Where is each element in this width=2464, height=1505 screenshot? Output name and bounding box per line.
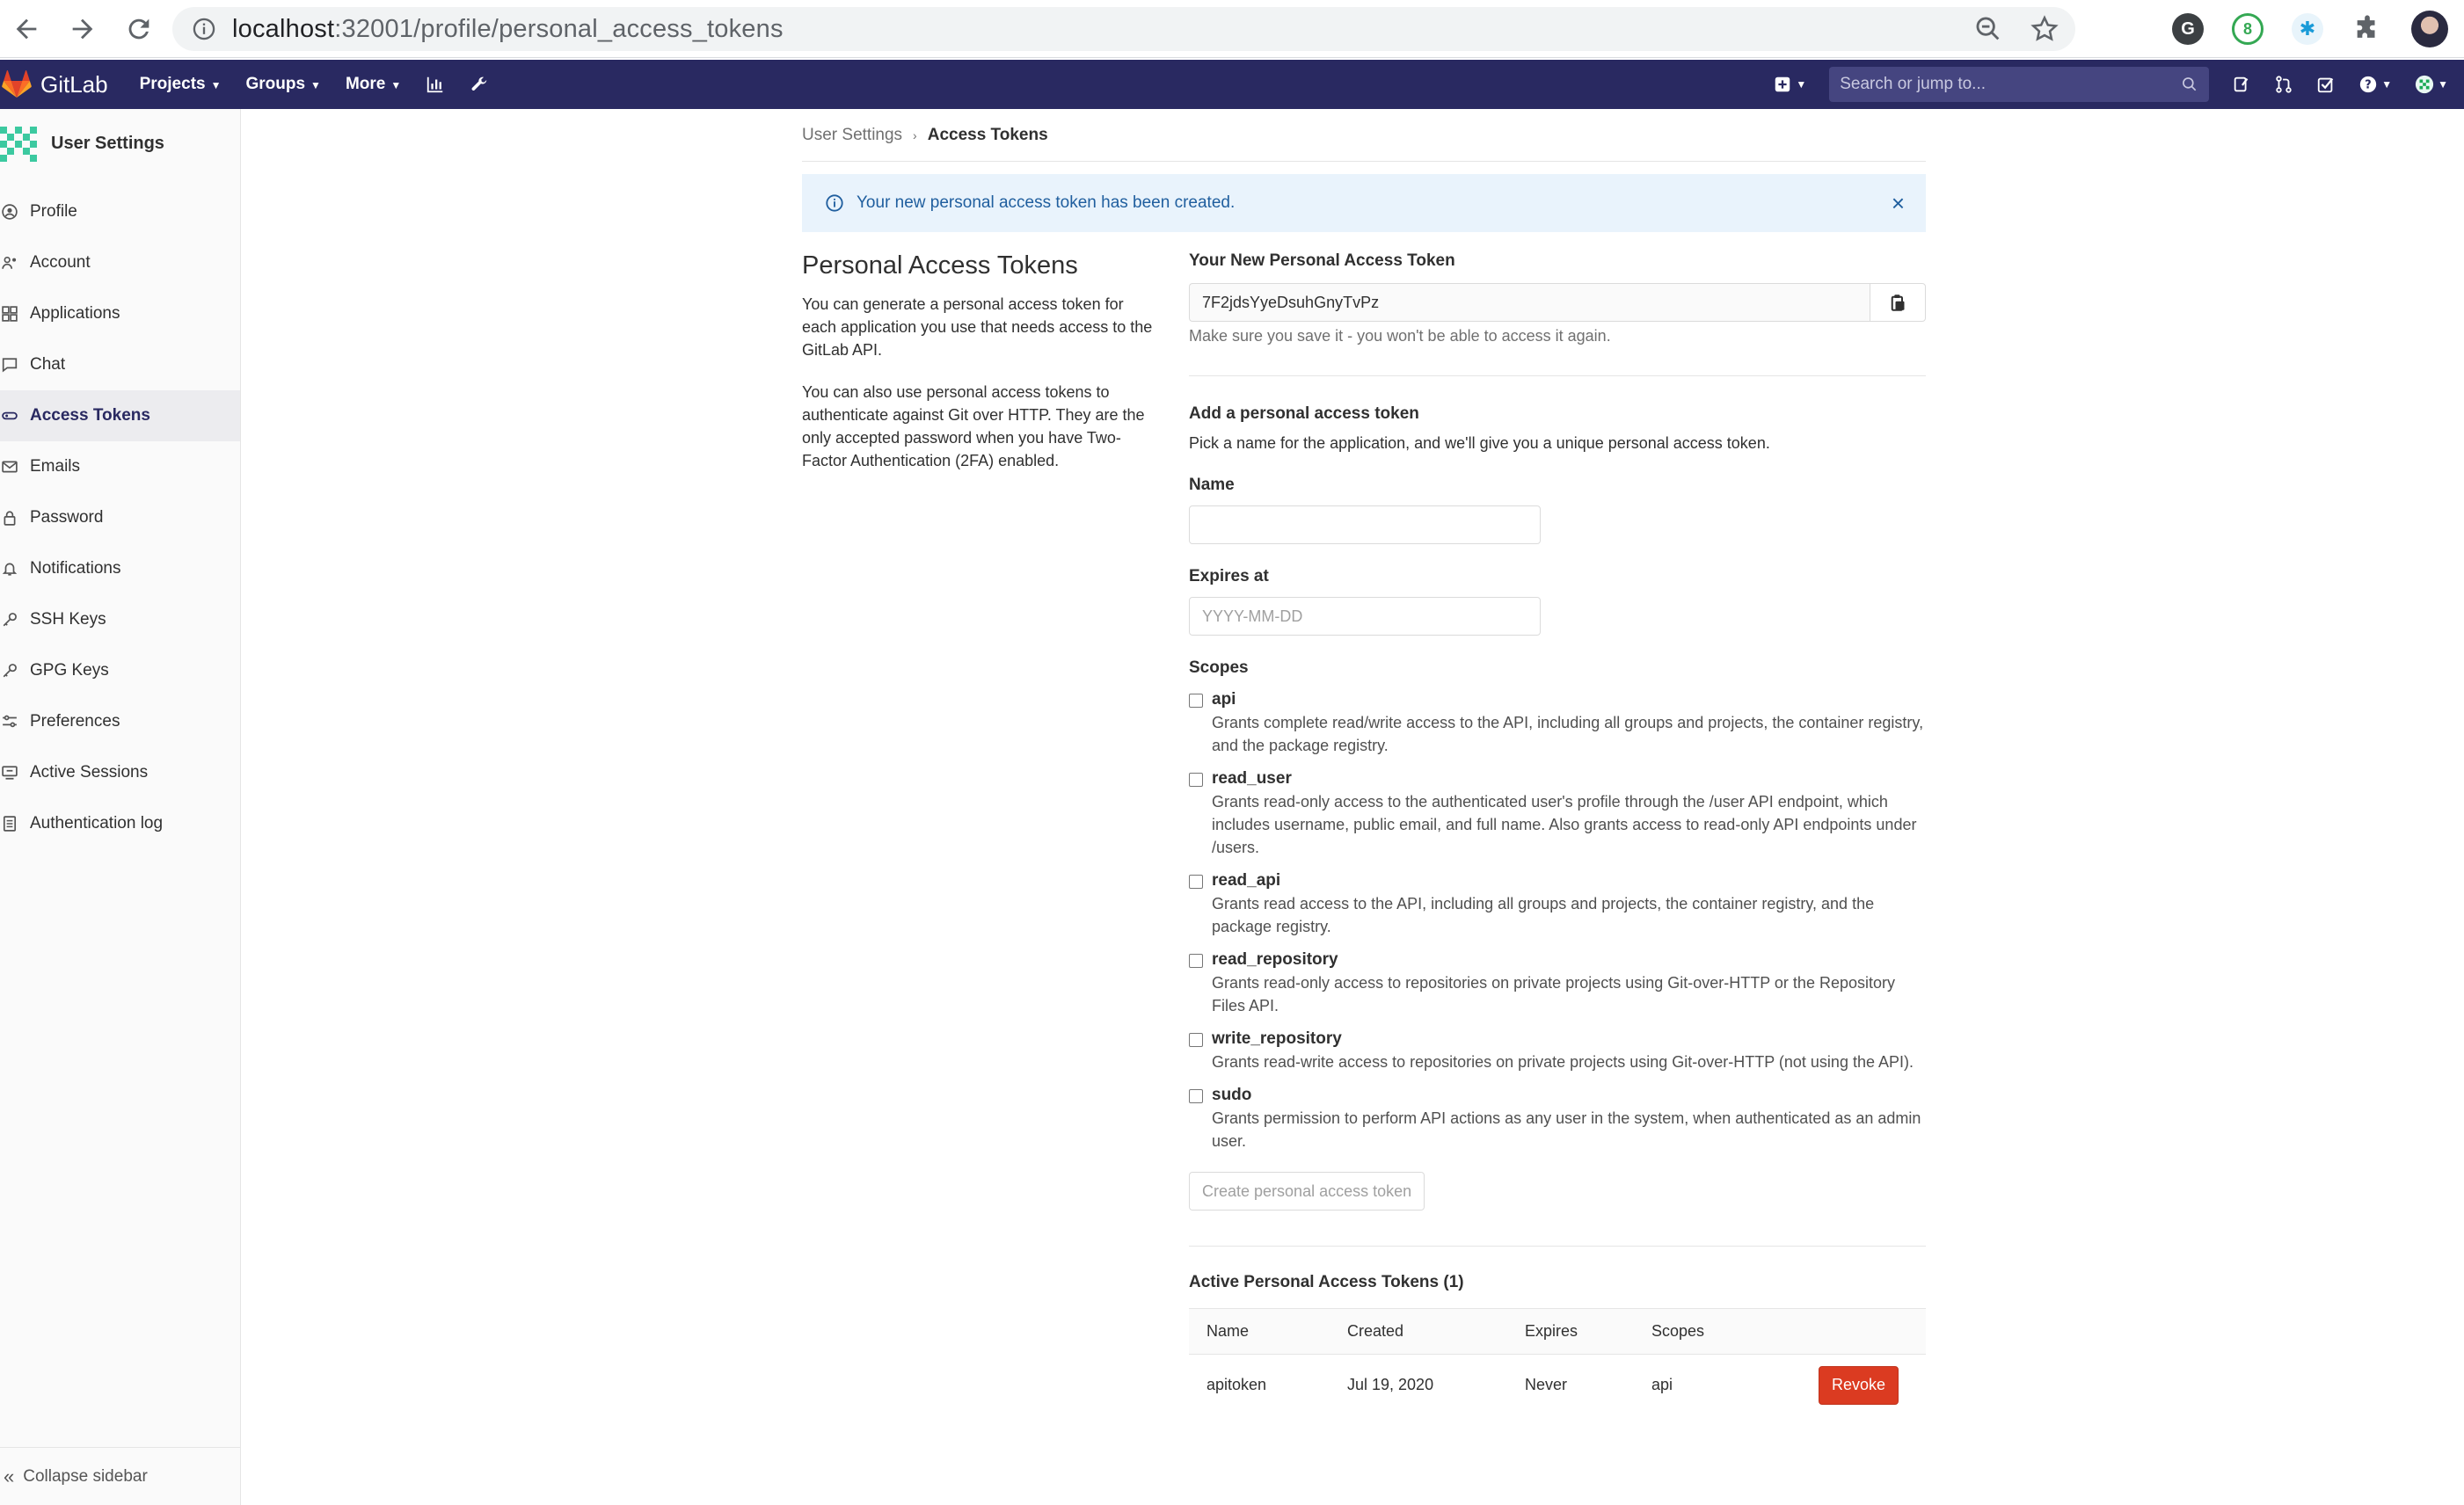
- profile-avatar[interactable]: [2411, 11, 2448, 47]
- email-icon: [2, 457, 21, 476]
- breadcrumb: [802, 109, 1926, 162]
- gitlab-logo[interactable]: [2, 70, 108, 98]
- scope-description: Grants read-only access to repositories on private projects using Git-over-HTTP or the Repository Files API.: [1212, 974, 1895, 1014]
- column-header-expires: Expires: [1507, 1309, 1634, 1355]
- token-name-cell: apitoken: [1206, 1376, 1267, 1394]
- search-icon: [2181, 76, 2198, 93]
- token-icon: [2, 406, 21, 425]
- key-icon: [2, 610, 21, 629]
- sidebar-item-profile[interactable]: [0, 186, 240, 237]
- intro-paragraph: You can generate a personal access token for each application you use that needs access to the GitLab API.: [802, 295, 1153, 359]
- merge-requests-icon[interactable]: [2274, 75, 2293, 94]
- sidebar-item-applications[interactable]: [0, 288, 240, 339]
- scope-api: [1189, 690, 1926, 757]
- scope-name[interactable]: sudo: [1212, 1086, 1252, 1104]
- svg-text:?: ?: [2365, 78, 2372, 92]
- info-icon: [825, 193, 844, 213]
- scope-name[interactable]: read_repository: [1212, 950, 1338, 969]
- token-form-section: [1189, 251, 1926, 1416]
- divider: [1189, 1246, 1926, 1247]
- scope-read-user: [1189, 769, 1926, 859]
- intro-section: [802, 251, 1154, 491]
- chevron-down-icon: ▼: [2381, 78, 2393, 91]
- lock-icon: [2, 508, 21, 527]
- alert-message: Your new personal access token has been created.: [857, 193, 1236, 212]
- sidebar-item-label: Chat: [30, 355, 66, 374]
- sidebar-item-authentication-log[interactable]: [0, 798, 240, 849]
- chat-icon: [2, 355, 21, 374]
- expires-label: Expires at: [1189, 567, 1269, 585]
- name-input[interactable]: [1189, 505, 1541, 544]
- sidebar-item-label: Emails: [30, 457, 81, 476]
- divider: [1189, 375, 1926, 376]
- forward-icon[interactable]: [63, 10, 102, 48]
- name-label: Name: [1189, 476, 1235, 494]
- scope-checkbox[interactable]: [1189, 773, 1203, 787]
- gitlab-logo-text: GitLab: [40, 70, 108, 98]
- url-text: localhost:32001/profile/personal_access_tokens: [232, 14, 784, 43]
- preferences-icon: [2, 712, 21, 731]
- more-menu[interactable]: More ▼: [345, 75, 402, 93]
- column-header-scopes: Scopes: [1634, 1309, 1801, 1355]
- copy-token-button[interactable]: [1870, 283, 1926, 322]
- scope-checkbox[interactable]: [1189, 694, 1203, 708]
- main-content: [802, 109, 1926, 1394]
- new-token-label: Your New Personal Access Token: [1189, 251, 1455, 270]
- column-header-name: Name: [1189, 1309, 1330, 1355]
- intro-paragraph: You can also use personal access tokens to authenticate against Git over HTTP. They are the only accepted password when you have Two-Factor Authentication (2FA) enabled.: [802, 383, 1145, 469]
- scope-read-api: [1189, 871, 1926, 938]
- search-placeholder: Search or jump to...: [1840, 75, 1987, 93]
- double-chevron-left-icon: «: [4, 1465, 15, 1487]
- sidebar-item-notifications[interactable]: [0, 543, 240, 594]
- user-identicon: [0, 123, 37, 164]
- sidebar-item-label: Password: [30, 508, 104, 527]
- add-token-title: Add a personal access token: [1189, 404, 1419, 423]
- scope-name[interactable]: read_api: [1212, 871, 1281, 890]
- sidebar-item-ssh-keys[interactable]: [0, 594, 240, 645]
- create-token-button[interactable]: Create personal access token: [1189, 1172, 1425, 1211]
- star-icon[interactable]: [2030, 14, 2059, 44]
- info-icon[interactable]: [192, 17, 216, 41]
- token-actions-cell: [1801, 1355, 1926, 1416]
- add-token-description: Pick a name for the application, and we'll give you a unique personal access token.: [1189, 434, 1770, 452]
- todos-icon[interactable]: [2316, 75, 2336, 94]
- extension-icon[interactable]: 8: [2232, 13, 2264, 45]
- sidebar-title: User Settings: [51, 133, 164, 153]
- token-expires-cell: Never: [1525, 1376, 1568, 1394]
- gitlab-top-nav: [0, 60, 2464, 109]
- scope-sudo: [1189, 1086, 1926, 1152]
- scope-checkbox[interactable]: [1189, 875, 1203, 889]
- scope-name[interactable]: read_user: [1212, 769, 1292, 788]
- active-tokens-title: Active Personal Access Tokens (1): [1189, 1273, 1464, 1291]
- chevron-down-icon: ▼: [210, 79, 222, 91]
- close-icon[interactable]: ×: [1891, 190, 1905, 216]
- admin-wrench-icon[interactable]: [470, 75, 489, 94]
- issues-icon[interactable]: [2232, 75, 2251, 94]
- scope-description: Grants read-only access to the authenticated user's profile through the /user API endpoint, which includes username, public email, and full name. Also grants access to read-only API endpoints under /users.: [1212, 793, 1917, 856]
- sidebar-item-label: Account: [30, 253, 91, 272]
- scope-read-repository: [1189, 950, 1926, 1017]
- browser-toolbar: [0, 0, 2464, 58]
- activity-chart-icon[interactable]: [426, 75, 445, 94]
- sidebar-item-label: Profile: [30, 202, 77, 221]
- key-icon: [2, 661, 21, 680]
- scope-description: Grants permission to perform API actions as any user in the system, when authenticated as an admin user.: [1212, 1109, 1921, 1150]
- sidebar-item-label: Authentication log: [30, 814, 164, 832]
- sidebar-item-label: SSH Keys: [30, 610, 106, 629]
- search-input[interactable]: [1829, 67, 2209, 102]
- clipboard-icon: [1889, 294, 1906, 311]
- sidebar-item-label: Active Sessions: [30, 763, 149, 782]
- column-header-actions: [1801, 1309, 1926, 1355]
- account-icon: [2, 253, 21, 273]
- expires-date-input[interactable]: YYYY-MM-DD: [1189, 597, 1541, 636]
- sessions-icon: [2, 763, 21, 782]
- sidebar-item-gpg-keys[interactable]: [0, 645, 240, 696]
- sidebar-item-label: Access Tokens: [30, 406, 150, 425]
- help-icon[interactable]: [2358, 75, 2392, 94]
- breadcrumb-parent[interactable]: User Settings: [802, 125, 903, 144]
- sidebar-item-emails[interactable]: [0, 441, 240, 492]
- active-tokens-table: [1189, 1308, 1926, 1416]
- address-bar[interactable]: [172, 7, 2075, 51]
- puzzle-icon[interactable]: [2351, 13, 2383, 45]
- applications-icon: [2, 304, 21, 324]
- collapse-sidebar-button[interactable]: [0, 1447, 241, 1505]
- token-created-cell: Jul 19, 2020: [1347, 1376, 1434, 1394]
- scope-checkbox[interactable]: [1189, 1089, 1203, 1103]
- new-token-field[interactable]: 7F2jdsYyeDsuhGnyTvPz: [1189, 283, 1870, 322]
- token-scopes-cell: api: [1651, 1376, 1673, 1394]
- gitlab-tanuki-icon: [2, 70, 32, 98]
- sidebar-item-label: Notifications: [30, 559, 121, 578]
- sidebar-item-preferences[interactable]: [0, 696, 240, 747]
- chevron-down-icon: ▼: [2438, 78, 2448, 91]
- bell-icon: [2, 559, 21, 578]
- sidebar-item-chat[interactable]: [0, 339, 240, 390]
- new-item-icon[interactable]: [1773, 75, 1806, 94]
- sidebar-item-account[interactable]: [0, 237, 240, 288]
- scope-description: Grants read-write access to repositories on private projects using Git-over-HTTP (not using the API).: [1212, 1053, 1914, 1071]
- token-help-text: Make sure you save it - you won't be able to access it again.: [1189, 327, 1611, 345]
- scopes-label: Scopes: [1189, 658, 1249, 677]
- extension-icon[interactable]: ✱: [2292, 13, 2323, 45]
- user-avatar[interactable]: [2415, 75, 2448, 94]
- scope-checkbox[interactable]: [1189, 1033, 1203, 1047]
- page-title: Personal Access Tokens: [802, 251, 1078, 280]
- sidebar-item-password[interactable]: [0, 492, 240, 543]
- scope-description: Grants read access to the API, including all groups and projects, the container registry, and the package registry.: [1212, 895, 1875, 935]
- chevron-right-icon: ›: [913, 127, 917, 142]
- log-icon: [2, 814, 21, 833]
- sidebar-header[interactable]: [0, 109, 240, 178]
- back-icon[interactable]: [7, 10, 46, 48]
- sidebar-item-label: GPG Keys: [30, 661, 109, 680]
- scope-name[interactable]: api: [1212, 690, 1236, 709]
- scope-checkbox[interactable]: [1189, 954, 1203, 968]
- chevron-down-icon: ▼: [1796, 78, 1807, 91]
- table-header-row: [1189, 1309, 1926, 1355]
- sidebar-item-label: Applications: [30, 304, 120, 323]
- chevron-down-icon: ▼: [390, 79, 402, 91]
- breadcrumb-current[interactable]: Access Tokens: [927, 125, 1048, 144]
- extension-icon[interactable]: G: [2172, 13, 2204, 45]
- chevron-down-icon: ▼: [310, 79, 321, 91]
- settings-sidebar: [0, 109, 241, 1505]
- revoke-button[interactable]: Revoke: [1819, 1366, 1899, 1405]
- sidebar-item-active-sessions[interactable]: [0, 747, 240, 798]
- column-header-created: Created: [1330, 1309, 1507, 1355]
- scope-name[interactable]: write_repository: [1212, 1029, 1342, 1048]
- groups-menu[interactable]: Groups ▼: [245, 75, 321, 93]
- zoom-icon[interactable]: [1973, 14, 2003, 44]
- table-row: [1189, 1355, 1926, 1416]
- profile-icon: [2, 202, 21, 222]
- projects-menu[interactable]: Projects ▼: [139, 75, 222, 93]
- scope-write-repository: [1189, 1029, 1926, 1073]
- sidebar-item-access-tokens[interactable]: [0, 390, 240, 441]
- reload-icon[interactable]: [120, 10, 158, 48]
- collapse-sidebar-label: Collapse sidebar: [23, 1466, 148, 1486]
- success-alert: [802, 174, 1926, 232]
- sidebar-item-label: Preferences: [30, 712, 120, 731]
- scope-description: Grants complete read/write access to the API, including all groups and projects, the container registry, and the package registry.: [1212, 714, 1924, 754]
